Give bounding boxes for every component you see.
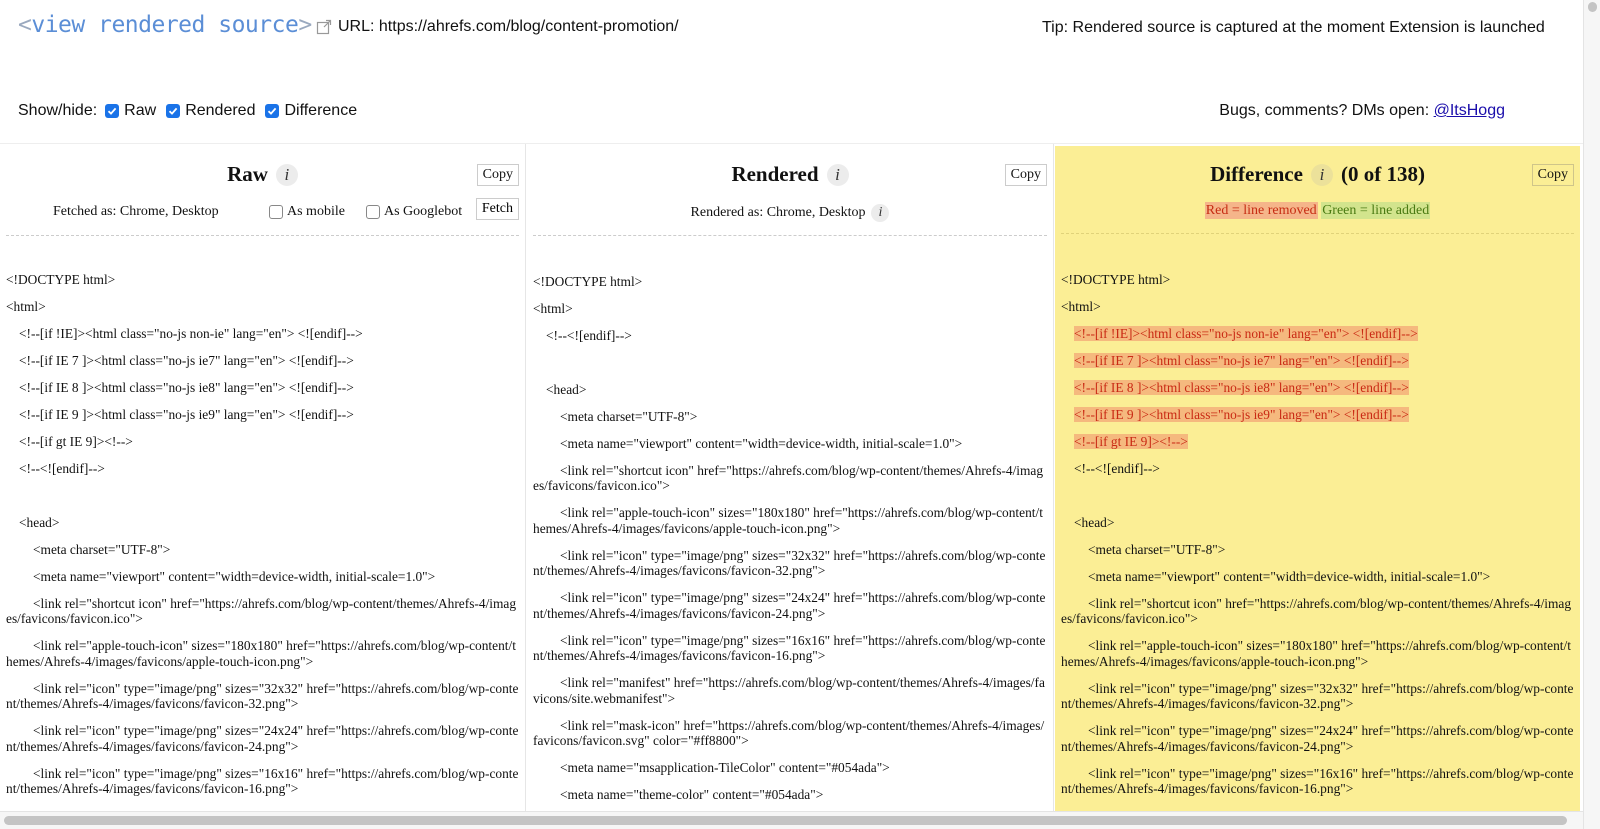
raw-panel-header	[0, 144, 525, 238]
code-line: <meta name="msapplication-TileColor" content="#054ada">	[560, 760, 890, 775]
difference-panel-header	[1055, 146, 1580, 240]
info-icon[interactable]: i	[827, 164, 849, 186]
code-line: <meta charset="UTF-8">	[1088, 541, 1226, 557]
difference-panel	[1055, 146, 1580, 814]
raw-title: Raw	[227, 162, 268, 186]
code-line: <!DOCTYPE html>	[533, 273, 643, 289]
code-line: <link rel="shortcut icon" href="https://ahrefs.com/blog/wp-content/themes/Ahrefs-4/images/favicons/favicon.ico">	[533, 462, 1044, 493]
code-line	[1061, 488, 1574, 504]
top-bar	[0, 0, 1583, 140]
divider	[6, 235, 519, 236]
checkbox-checked-icon[interactable]	[105, 104, 119, 118]
code-line: <!--[if IE 9 ]><html class="no-js ie9" lang="en"> <![endif]-->	[19, 406, 354, 422]
code-line: <link rel="icon" type="image/png" sizes="24x24" href="https://ahrefs.com/blog/wp-content/themes/Ahrefs-4/images/favicons/favicon-24.png">	[1061, 723, 1574, 754]
code-line: <link rel="icon" type="image/png" sizes="32x32" href="https://ahrefs.com/blog/wp-content/themes/Ahrefs-4/images/favicons/favicon-32.png">	[1061, 680, 1574, 711]
twitter-link[interactable]: @ItsHogg	[1433, 102, 1505, 119]
code-line: <link rel="shortcut icon" href="https://ahrefs.com/blog/wp-content/themes/Ahrefs-4/images/favicons/favicon.ico">	[1061, 595, 1572, 626]
app-title: view rendered source	[31, 12, 299, 38]
code-line	[6, 488, 519, 504]
as-googlebot-checkbox[interactable]: As Googlebot	[366, 204, 462, 220]
tip-text: Tip: Rendered source is captured at the moment Extension is launched	[1042, 19, 1545, 36]
checkbox-checked-icon[interactable]	[166, 104, 180, 118]
code-line: <!DOCTYPE html>	[1061, 271, 1171, 287]
removed-code-line: <!--[if !IE]><html class="no-js non-ie" lang="en"> <![endif]-->	[1074, 325, 1418, 341]
code-line: <link rel="icon" type="image/png" sizes="24x24" href="https://ahrefs.com/blog/wp-content/themes/Ahrefs-4/images/favicons/favicon-24.png">	[6, 723, 519, 754]
removed-code-line: <!--[if IE 7 ]><html class="no-js ie7" lang="en"> <![endif]-->	[1074, 352, 1409, 368]
difference-source-code	[1055, 240, 1580, 797]
rendered-panel	[527, 144, 1054, 812]
show-hide-controls	[18, 102, 367, 120]
code-line: <meta charset="UTF-8">	[33, 541, 171, 557]
checkbox-unchecked-icon[interactable]	[366, 205, 380, 219]
legend-added: Green = line added	[1322, 203, 1430, 218]
code-line: <!--[if gt IE 9]><!-->	[19, 433, 133, 449]
toggle-rendered[interactable]: Rendered	[166, 102, 255, 120]
removed-code-line: <!--[if gt IE 9]><!-->	[1074, 433, 1188, 449]
code-line: <meta name="viewport" content="width=device-width, initial-scale=1.0">	[33, 568, 436, 584]
raw-panel	[0, 144, 526, 812]
info-icon[interactable]: i	[871, 204, 889, 222]
code-line: <link rel="icon" type="image/png" sizes="32x32" href="https://ahrefs.com/blog/wp-content/themes/Ahrefs-4/images/favicons/favicon-32.png">	[6, 680, 519, 711]
removed-code-line: <!--[if IE 8 ]><html class="no-js ie8" lang="en"> <![endif]-->	[1074, 379, 1409, 395]
panels	[0, 143, 1583, 811]
code-line: <!--<![endif]-->	[546, 327, 632, 343]
code-line	[533, 355, 1047, 371]
code-line: <head>	[546, 381, 587, 397]
code-line: <html>	[533, 300, 573, 316]
raw-copy-button[interactable]: Copy	[477, 164, 519, 186]
rendered-copy-button[interactable]: Copy	[1005, 164, 1047, 186]
code-line: <link rel="apple-touch-icon" sizes="180x180" href="https://ahrefs.com/blog/wp-content/themes/Ahrefs-4/images/favicons/apple-touch-icon.png">	[533, 505, 1043, 536]
url-text: URL: https://ahrefs.com/blog/content-promotion/	[338, 18, 679, 35]
fetched-as-label: Fetched as: Chrome, Desktop	[53, 204, 219, 219]
vertical-scrollbar[interactable]	[1583, 0, 1600, 829]
toggle-difference[interactable]: Difference	[265, 102, 357, 120]
raw-source-code	[0, 238, 525, 797]
code-line: <meta charset="UTF-8">	[560, 408, 698, 424]
rendered-panel-header	[527, 144, 1053, 238]
code-line: <!--[if IE 7 ]><html class="no-js ie7" lang="en"> <![endif]-->	[19, 352, 354, 368]
toggle-raw[interactable]: Raw	[105, 102, 156, 120]
fetch-button[interactable]: Fetch	[476, 198, 519, 220]
code-line: <!--<![endif]-->	[19, 460, 105, 476]
code-line: <!--[if IE 8 ]><html class="no-js ie8" lang="en"> <![endif]-->	[19, 379, 354, 395]
divider	[533, 235, 1047, 236]
code-line: <link rel="apple-touch-icon" sizes="180x180" href="https://ahrefs.com/blog/wp-content/themes/Ahrefs-4/images/favicons/apple-touch-icon.png">	[1061, 638, 1571, 669]
divider	[1061, 233, 1574, 234]
code-line: <html>	[1061, 298, 1101, 314]
external-link-icon[interactable]	[316, 19, 332, 35]
code-line: <link rel="mask-icon" href="https://ahrefs.com/blog/wp-content/themes/Ahrefs-4/images/favicons/favicon.svg" color="#ff8800">	[533, 717, 1045, 748]
code-line: <head>	[1074, 514, 1115, 530]
code-line: <link rel="apple-touch-icon" sizes="180x180" href="https://ahrefs.com/blog/wp-content/themes/Ahrefs-4/images/favicons/apple-touch-icon.png">	[6, 638, 516, 669]
page-url	[316, 18, 679, 36]
rendered-as-label: Rendered as: Chrome, Desktop	[690, 205, 866, 220]
feedback-note: Bugs, comments? DMs open: @ItsHogg	[1219, 102, 1505, 119]
horizontal-scroll-thumb[interactable]	[4, 816, 1567, 825]
code-line: <link rel="icon" type="image/png" sizes="24x24" href="https://ahrefs.com/blog/wp-content/themes/Ahrefs-4/images/favicons/favicon-24.png">	[533, 590, 1046, 621]
code-line: <link rel="icon" type="image/png" sizes="16x16" href="https://ahrefs.com/blog/wp-content/themes/Ahrefs-4/images/favicons/favicon-16.png">	[533, 632, 1046, 663]
rendered-title: Rendered	[731, 162, 819, 186]
code-line: <meta name="viewport" content="width=device-width, initial-scale=1.0">	[1088, 568, 1491, 584]
code-line: <link rel="manifest" href="https://ahrefs.com/blog/wp-content/themes/Ahrefs-4/images/favicons/site.webmanifest">	[533, 675, 1045, 706]
checkbox-unchecked-icon[interactable]	[269, 205, 283, 219]
code-line: <html>	[6, 298, 46, 314]
legend-removed: Red = line removed	[1205, 203, 1317, 218]
code-line: <head>	[19, 514, 60, 530]
code-line: <link rel="icon" type="image/png" sizes="16x16" href="https://ahrefs.com/blog/wp-content/themes/Ahrefs-4/images/favicons/favicon-16.png">	[1061, 765, 1574, 796]
show-hide-label: Show/hide:	[18, 102, 98, 119]
code-line: <meta name="theme-color" content="#054ada">	[560, 787, 824, 802]
code-line: <meta name="viewport" content="width=device-width, initial-scale=1.0">	[560, 435, 963, 451]
difference-title: Difference	[1210, 162, 1303, 186]
rendered-source-code	[527, 238, 1053, 803]
as-mobile-checkbox[interactable]: As mobile	[269, 204, 345, 220]
info-icon[interactable]: i	[1311, 164, 1333, 186]
checkbox-checked-icon[interactable]	[265, 104, 279, 118]
app-logo: <view rendered source>	[18, 12, 312, 38]
code-line: <link rel="icon" type="image/png" sizes="32x32" href="https://ahrefs.com/blog/wp-content/themes/Ahrefs-4/images/favicons/favicon-32.png">	[533, 547, 1046, 578]
code-line: <!--<![endif]-->	[1074, 460, 1160, 476]
difference-copy-button[interactable]: Copy	[1532, 164, 1574, 186]
code-line: <!--[if !IE]><html class="no-js non-ie" lang="en"> <![endif]-->	[19, 325, 363, 341]
code-line: <link rel="shortcut icon" href="https://ahrefs.com/blog/wp-content/themes/Ahrefs-4/images/favicons/favicon.ico">	[6, 595, 517, 626]
code-line: <!DOCTYPE html>	[6, 271, 116, 287]
vertical-scroll-thumb[interactable]	[1588, 2, 1597, 12]
removed-code-line: <!--[if IE 9 ]><html class="no-js ie9" lang="en"> <![endif]-->	[1074, 406, 1409, 422]
info-icon[interactable]: i	[276, 164, 298, 186]
horizontal-scrollbar[interactable]	[0, 811, 1583, 829]
code-line: <link rel="icon" type="image/png" sizes="16x16" href="https://ahrefs.com/blog/wp-content/themes/Ahrefs-4/images/favicons/favicon-16.png">	[6, 765, 519, 796]
difference-count: (0 of 138)	[1340, 162, 1425, 186]
